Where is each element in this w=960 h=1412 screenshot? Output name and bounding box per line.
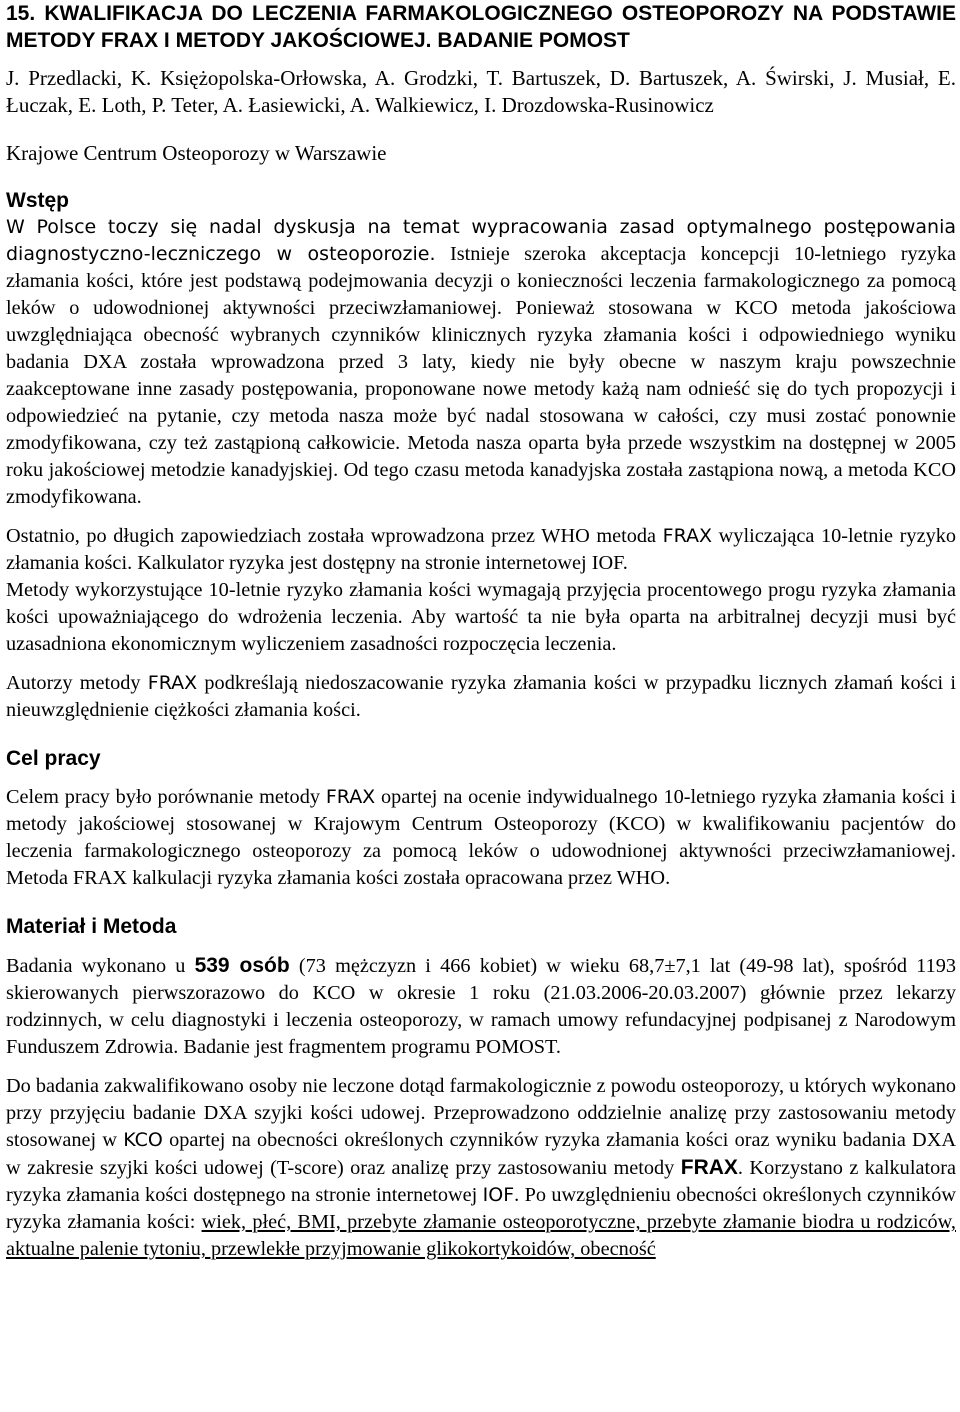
material-paragraph-1 (6, 952, 956, 1061)
kco-term: KCO (123, 1129, 163, 1151)
material-p1-text-b: (73 mężczyzn i 466 kobiet) w wieku 68,7±7,1 lat (49-98 lat), spośród 1193 skierowanych pierwszorazowo do KCO w okresie 1 roku (21.03.2006-20.03.2007) głównie przez lekarzy rodzinnych, w celu diagnostyki i leczenia osteoporozy, w ramach umowy refundacyjnej podpisanej z Narodowym Funduszem Zdrowia. Badanie jest fragmentem programu POMOST. (6, 955, 956, 1058)
frax-term: FRAX (325, 786, 376, 808)
material-p2-text-a: Do badania zakwalifikowano osoby nie leczone dotąd farmakologicznie z powodu osteoporozy, u których wykonano przy przyjęciu badanie DXA szyjki kości udowej. Przeprowadzono oddzielnie analizę przy zastosowaniu metody stosowanej w (6, 1075, 956, 1151)
frax-term: FRAX (147, 672, 198, 694)
frax-term: FRAX (680, 1156, 738, 1179)
wstep-p1-sans: W Polsce toczy się nadal dyskusja na temat wypracowania zasad optymalnego postępowania diagnostyczno-leczniczego w osteoporozie. (6, 216, 956, 265)
section-heading-wstep: Wstęp (6, 189, 69, 212)
iof-term: IOF (482, 1184, 515, 1206)
wstep-p4-text-b: podkreślają niedoszacowanie ryzyka złamania kości w przypadku licznych złamań kości i nieuwzględnienie ciężkości złamania kości. (6, 672, 956, 721)
affiliation: Krajowe Centrum Osteoporozy w Warszawie (6, 141, 387, 165)
material-p2-text-b: opartej na obecności określonych czynników ryzyka złamania kości oraz wyniku badania DXA w zakresie szyjki kości udowej (T-score) oraz analizę przy zastosowaniu metody (6, 1129, 956, 1179)
wstep-paragraph-4 (6, 670, 956, 724)
wstep-p2-text-b: wyliczająca 10-letnie ryzyko złamania kości. Kalkulator ryzyka jest dostępny na stronie internetowej IOF. (6, 525, 956, 574)
author-list: J. Przedlacki, K. Księżopolska-Orłowska, A. Grodzki, T. Bartuszek, D. Bartuszek, A. Świrski, J. Musiał, E. Łuczak, E. Loth, P. Teter, A. Łasiewicki, A. Walkiewicz, I. Drozdowska-Rusinowicz (6, 66, 956, 117)
frax-term: FRAX (662, 525, 713, 547)
article (6, 0, 956, 1263)
wstep-p4-text-a: Autorzy metody (6, 672, 148, 694)
risk-factors-list: wiek, płeć, BMI, przebyte złamanie osteoporotyczne, przebyte złamanie biodra u rodziców, aktualne palenie tytoniu, przewlekłe przyjmowanie glikokortykoidów, obecność (6, 1211, 956, 1260)
article-title: 15. KWALIFIKACJA DO LECZENIA FARMAKOLOGICZNEGO OSTEOPOROZY NA PODSTAWIE METODY FRAX I METODY JAKOŚCIOWEJ. BADANIE POMOST (6, 2, 956, 52)
wstep-paragraph-2 (6, 523, 956, 577)
wstep-p1-serif: Istnieje szeroka akceptacja koncepcji 10-letniego ryzyka złamania kości, które jest podstawą podejmowania decyzji o konieczności leczenia farmakologicznego za pomocą leków o udowodnionej aktywności przeciwzłamaniowej. Ponieważ stosowana w KCO metoda jakościowa uwzględniająca obecność wybranych czynników klinicznych ryzyka złamania kości i odpowiedniego wyniku badania DXA została wprowadzona przed 3 laty, kiedy nie były obecne w naszym kraju powszechnie zaakceptowane inne zasady postępowania, proponowane nowe metody każą nam odnieść się do tych propozycji i odpowiedzieć na pytanie, czy metoda nasza może być nadal stosowana w całości, czy musi zostać ponownie zmodyfikowana, czy też zastąpioną całkowicie. Metoda nasza oparta była przede wszystkim na dostępnej w 2005 roku jakościowej metodzie kanadyjskiej. Od tego czasu metoda kanadyjska została zastąpiona nową, a metoda KCO zmodyfikowana. (6, 243, 956, 508)
material-p2-text-c: . Korzystano z kalkulatora ryzyka złamania kości dostępnego na stronie internetowej (6, 1157, 956, 1206)
cel-text-a: Celem pracy było porównanie metody (6, 786, 326, 808)
sample-size: 539 osób (194, 954, 290, 977)
cel-text-b: opartej na ocenie indywidualnego 10-letniego ryzyka złamania kości i metody jakościowej stosowanej w Krajowym Centrum Osteoporozy (KCO) w kwalifikowaniu pacjentów do leczenia farmakologicznego osteoporozy za pomocą leków o udowodnionej aktywności przeciwzłamaniowej. Metoda FRAX kalkulacji ryzyka złamania kości została opracowana przez WHO. (6, 786, 957, 889)
wstep-p2-text-a: Ostatnio, po długich zapowiedziach została wprowadzona przez WHO metoda (6, 525, 663, 547)
cel-paragraph (6, 784, 956, 892)
section-heading-cel: Cel pracy (6, 747, 101, 770)
material-p2-text-d: . Po uwzględnieniu obecności określonych czynników ryzyka złamania kości: (6, 1184, 956, 1233)
wstep-paragraph-1 (6, 214, 956, 511)
wstep-paragraph-3: Metody wykorzystujące 10-letnie ryzyko złamania kości wymagają przyjęcia procentowego progu ryzyka złamania kości upoważniającego do wdrożenia leczenia. Aby wartość ta nie była oparta na arbitralnej decyzji musi być uzasadniona ekonomicznym wyliczeniem zasadności rozpoczęcia leczenia. (6, 579, 956, 655)
material-p1-text-a: Badania wykonano u (6, 955, 195, 977)
material-paragraph-2 (6, 1073, 956, 1263)
section-heading-material: Materiał i Metoda (6, 915, 177, 938)
